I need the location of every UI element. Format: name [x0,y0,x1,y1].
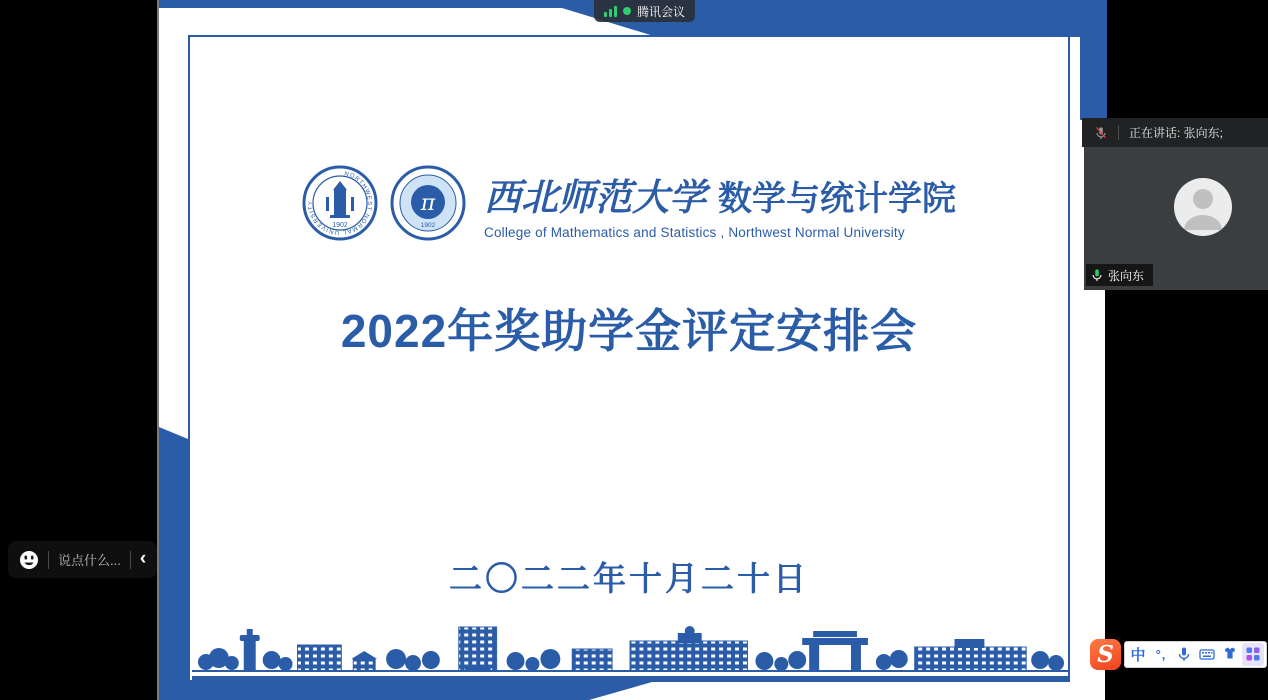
header-divider [1118,125,1119,140]
svg-text:π: π [420,191,436,216]
organization-text-block [484,167,956,240]
college-seal-logo [390,165,466,241]
svg-text:NORTHWEST NORMAL UNIVERSITY: NORTHWEST NORMAL UNIVERSITY [307,171,373,236]
pill-divider [48,551,49,569]
ime-skin-button[interactable] [1219,643,1241,666]
pill-divider [130,551,131,569]
app-name-label: 腾讯会议 [637,4,686,19]
college-name-en: College of Mathematics and Statistics , Northwest Normal University [484,224,905,240]
participant-video-tile[interactable] [1084,147,1268,290]
avatar [1174,178,1232,236]
slide-footer-rule [192,676,1068,680]
slide-logo-row [190,165,1068,241]
ime-toolbox-button[interactable] [1242,643,1264,666]
mic-active-icon [1090,268,1104,282]
participant-name-tag [1086,264,1153,286]
speaking-banner [1082,118,1268,147]
ime-soft-keyboard-button[interactable] [1196,643,1218,666]
college-name-cn: 数学与统计学院 [718,179,956,218]
meeting-app-badge[interactable] [594,0,695,22]
speaking-label: 正在讲话: 张向东; [1129,126,1224,140]
emoji-icon[interactable] [19,550,39,570]
participant-name-label: 张向东 [1108,268,1145,283]
slide-content-box [188,35,1070,682]
svg-text:1902: 1902 [420,222,436,229]
sogou-logo-icon[interactable]: S [1090,639,1121,670]
network-signal-icon [604,5,617,17]
ime-panel [1124,641,1267,668]
svg-text:1902: 1902 [332,222,348,229]
ime-punctuation-button[interactable]: °, [1155,646,1167,662]
chat-quick-input-pill[interactable] [8,541,157,578]
ime-language-mode-button[interactable]: 中 [1130,646,1146,664]
collapse-chevron-icon[interactable]: ‹ [139,547,147,569]
ime-toolbar[interactable] [1090,638,1267,670]
screen-share-area [157,0,1105,700]
recording-status-dot-icon [623,7,631,15]
slide-date: 二〇二二年十月二十日 [449,560,809,597]
chat-input-placeholder[interactable]: 说点什么... [58,553,121,568]
slide-title: 2022年奖助学金评定安排会 [340,305,918,357]
university-name-cn: 西北师范大学 [484,174,706,219]
ime-voice-input-button[interactable] [1173,643,1195,666]
university-seal-logo [302,165,378,241]
mic-muted-icon[interactable] [1094,126,1108,140]
campus-skyline-illustration [192,625,1068,673]
